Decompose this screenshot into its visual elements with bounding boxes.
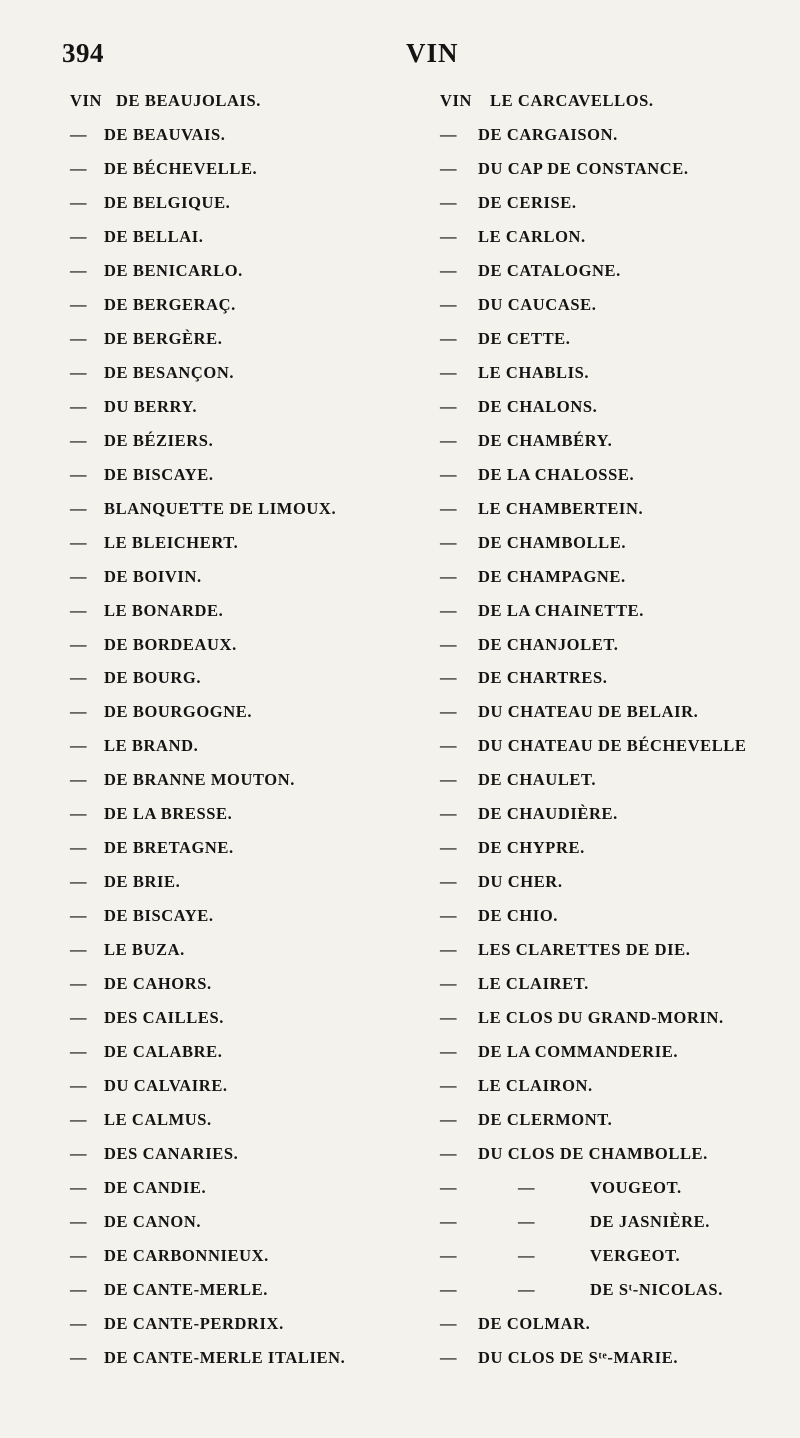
entry-text: LE BRAND. [104,736,199,756]
wine-entry [70,560,450,594]
wine-entry [70,797,450,831]
entry-headword: VIN [70,91,103,110]
ditto-dash: — [440,396,458,416]
wine-entry [70,492,450,526]
ditto-dash: — [440,804,458,824]
wine-entry [70,254,450,288]
entry-text: DU CHATEAU DE BÉCHEVELLE [478,736,747,756]
entry-text: DE BEAUJOLAIS. [116,91,262,110]
entry-text: LE BONARDE. [104,600,224,620]
entry-text: DE BOIVIN. [104,566,202,586]
ditto-dash: — [70,1211,88,1231]
entry-text: LE CARLON. [478,226,586,246]
wine-entry [70,186,450,220]
wine-entry [70,424,450,458]
entry-text: DE CHANJOLET. [478,634,619,654]
wine-entry [70,1001,450,1035]
ditto-dash: — [70,328,88,348]
entry-text: DE CALABRE. [104,1042,223,1062]
entry-text: DE CANTE-PERDRIX. [104,1313,284,1333]
entry-text: LE CARCAVELLOS. [490,91,654,110]
entry-text: DE BELLAI. [104,226,204,246]
wine-entry [70,1103,450,1137]
ditto-dash: — [440,294,458,314]
ditto-dash: — [440,430,458,450]
entry-text: DU CALVAIRE. [104,1076,228,1096]
wine-entry [440,288,790,322]
entry-text: DE CLERMONT. [478,1110,613,1130]
sub-ditto-dash: — [518,1279,536,1299]
ditto-dash: — [70,1042,88,1062]
wine-entry [440,763,790,797]
ditto-dash: — [70,1313,88,1333]
entry-text: DU CAP DE CONSTANCE. [478,158,689,178]
ditto-dash: — [440,736,458,756]
entry-text: DE CHAULET. [478,770,597,790]
ditto-dash: — [70,192,88,212]
entry-text: DE CHAUDIÈRE. [478,804,618,824]
wine-entry [70,831,450,865]
ditto-dash: — [70,498,88,518]
entry-text: DE BERGÈRE. [104,328,223,348]
wine-entry [440,356,790,390]
entry-text: LES CLARETTES DE DIE. [478,940,691,960]
entry-text: DE CHAMBÉRY. [478,430,613,450]
entry-text: DE CHYPRE. [478,838,585,858]
wine-entry [70,899,450,933]
ditto-dash: — [440,1347,458,1367]
wine-entry [440,186,790,220]
entry-text: DE LA BRESSE. [104,804,233,824]
ditto-dash: — [440,838,458,858]
wine-entry [440,899,790,933]
wine-entry [440,1341,790,1375]
ditto-dash: — [440,1076,458,1096]
wine-entry [440,220,790,254]
entry-text: DU CHER. [478,872,563,892]
wine-entry [70,1069,450,1103]
left-column [70,84,450,1375]
wine-entry [70,695,450,729]
ditto-dash: — [70,1178,88,1197]
entry-text: LE CHAMBERTEIN. [478,498,644,518]
wine-entry [440,390,790,424]
ditto-dash: — [70,906,88,926]
ditto-dash: — [70,940,88,960]
entry-text: DE CAHORS. [104,974,212,994]
entry-text: DE Sᵗ-NICOLAS. [590,1279,723,1299]
ditto-dash: — [440,940,458,960]
ditto-dash: — [440,158,458,178]
entry-text: DE JASNIÈRE. [590,1211,710,1231]
wine-entry [440,967,790,1001]
wine-entry [70,967,450,1001]
ditto-dash: — [70,600,88,620]
ditto-dash: — [70,1008,88,1028]
entry-text: DE BRIE. [104,872,181,892]
wine-entry [440,84,790,118]
ditto-dash: — [70,770,88,790]
wine-entry [70,356,450,390]
ditto-dash: — [440,464,458,484]
wine-entry [70,220,450,254]
ditto-dash: — [440,566,458,586]
entry-text: DES CAILLES. [104,1008,224,1028]
wine-entry [440,695,790,729]
ditto-dash: — [70,634,88,654]
ditto-dash: — [440,1144,458,1164]
entry-text: LE BLEICHERT. [104,532,239,552]
wine-entry [440,729,790,763]
entry-text: DE LA COMMANDERIE. [478,1042,679,1062]
entry-text: DE CHAMBOLLE. [478,532,627,552]
entry-text: DES CANARIES. [104,1144,239,1164]
entry-text: DU CLOS DE CHAMBOLLE. [478,1144,708,1164]
sub-ditto-dash: — [518,1211,536,1231]
entry-text: DE CERISE. [478,192,577,212]
ditto-dash: — [70,1347,88,1367]
entry-text: DE LA CHALOSSE. [478,464,635,484]
wine-entry [70,458,450,492]
ditto-dash: — [440,1211,458,1231]
ditto-dash: — [440,1008,458,1028]
entry-text: DE BRANNE MOUTON. [104,770,295,790]
ditto-dash: — [70,532,88,552]
entry-text: DU CHATEAU DE BELAIR. [478,702,699,722]
ditto-dash: — [440,872,458,892]
ditto-dash: — [440,702,458,722]
wine-entry [440,492,790,526]
wine-entry [70,84,450,118]
ditto-dash: — [440,226,458,246]
wine-entry [70,628,450,662]
ditto-dash: — [70,872,88,892]
ditto-dash: — [440,1110,458,1130]
entry-text: DE CHARTRES. [478,668,608,688]
entry-text: DE CARGAISON. [478,124,618,144]
ditto-dash: — [440,124,458,144]
wine-entry [70,763,450,797]
wine-entry [440,118,790,152]
entry-text: VERGEOT. [590,1245,681,1265]
ditto-dash: — [440,634,458,654]
wine-entry [440,1137,790,1171]
wine-entry [70,152,450,186]
entry-text: DE BERGERAÇ. [104,294,236,314]
ditto-dash: — [440,362,458,382]
ditto-dash: — [70,430,88,450]
entry-text: LE CHABLIS. [478,362,590,382]
ditto-dash: — [440,770,458,790]
ditto-dash: — [70,124,88,144]
ditto-dash: — [440,1178,458,1197]
ditto-dash: — [440,1042,458,1062]
entry-text: DE BESANÇON. [104,362,235,382]
entry-text: DE BÉZIERS. [104,430,214,450]
wine-entry [440,1103,790,1137]
entry-text: DE CARBONNIEUX. [104,1245,269,1265]
ditto-dash: — [440,532,458,552]
wine-entry [440,1205,790,1239]
ditto-dash: — [440,328,458,348]
entry-text: DE CHALONS. [478,396,598,416]
wine-entry [440,1001,790,1035]
ditto-dash: — [70,668,88,688]
ditto-dash: — [70,260,88,280]
ditto-dash: — [440,498,458,518]
wine-entry [440,458,790,492]
ditto-dash: — [440,668,458,688]
wine-entry [440,1239,790,1273]
ditto-dash: — [440,260,458,280]
wine-entry [440,526,790,560]
entry-text: DU CLOS DE Sᵗᵉ-MARIE. [478,1347,679,1367]
wine-entry [70,1137,450,1171]
entry-text: DE LA CHAINETTE. [478,600,644,620]
ditto-dash: — [440,906,458,926]
wine-entry [70,322,450,356]
ditto-dash: — [440,1245,458,1265]
wine-entry [70,288,450,322]
entry-text: DE CANDIE. [104,1178,207,1197]
wine-entry [440,797,790,831]
entry-text: DU BERRY. [104,396,198,416]
entry-text: DE CHIO. [478,906,558,926]
ditto-dash: — [70,736,88,756]
ditto-dash: — [70,1279,88,1299]
right-column [440,84,790,1375]
entry-text: DE BENICARLO. [104,260,243,280]
page-number: 394 [62,38,104,68]
wine-entry [440,322,790,356]
ditto-dash: — [440,974,458,994]
ditto-dash: — [440,600,458,620]
wine-entry [440,831,790,865]
entry-text: DE BELGIQUE. [104,192,231,212]
wine-entry [440,1273,790,1307]
entry-text: DE CHAMPAGNE. [478,566,626,586]
ditto-dash: — [70,1144,88,1164]
entry-text: DE CETTE. [478,328,571,348]
entry-text: LE BUZA. [104,940,185,960]
ditto-dash: — [70,1110,88,1130]
wine-entry [70,1205,450,1239]
ditto-dash: — [70,294,88,314]
wine-entry [440,933,790,967]
sub-ditto-dash: — [518,1178,536,1197]
wine-entry [440,254,790,288]
entry-text: DE BORDEAUX. [104,634,237,654]
ditto-dash: — [440,1313,458,1333]
ditto-dash: — [70,1245,88,1265]
wine-entry [440,560,790,594]
wine-entry [70,118,450,152]
wine-entry [70,1171,450,1205]
entry-text: DE BRETAGNE. [104,838,234,858]
wine-entry [70,1307,450,1341]
entry-text: DE CANON. [104,1211,202,1231]
wine-entry [440,1307,790,1341]
ditto-dash: — [70,1076,88,1096]
wine-entry [70,1239,450,1273]
wine-entry [440,1171,790,1205]
entry-headword: VIN [440,91,473,110]
wine-entry [70,1273,450,1307]
entry-text: DE CANTE-MERLE. [104,1279,268,1299]
entry-text: DU CAUCASE. [478,294,597,314]
entry-text: DE BEAUVAIS. [104,124,226,144]
wine-entry [440,865,790,899]
wine-entry [70,1035,450,1069]
running-head: VIN [406,38,459,68]
entry-text: DE BOURG. [104,668,202,688]
ditto-dash: — [70,158,88,178]
wine-entry [70,526,450,560]
wine-entry [70,933,450,967]
wine-entry [440,628,790,662]
wine-entry [70,390,450,424]
entry-text: LE CLOS DU GRAND-MORIN. [478,1008,724,1028]
ditto-dash: — [70,974,88,994]
entry-text: DE CATALOGNE. [478,260,621,280]
wine-entry [440,1069,790,1103]
wine-entry [70,865,450,899]
ditto-dash: — [70,396,88,416]
sub-ditto-dash: — [518,1245,536,1265]
entry-text: BLANQUETTE DE LIMOUX. [104,498,337,518]
ditto-dash: — [70,566,88,586]
entry-text: DE BISCAYE. [104,906,214,926]
entry-text: DE BÉCHEVELLE. [104,158,258,178]
ditto-dash: — [440,192,458,212]
entry-text: LE CALMUS. [104,1110,212,1130]
wine-entry [440,661,790,695]
entry-text: DE CANTE-MERLE ITALIEN. [104,1347,346,1367]
wine-entry [70,594,450,628]
ditto-dash: — [70,226,88,246]
wine-entry [440,152,790,186]
entry-text: DE BOURGOGNE. [104,702,253,722]
ditto-dash: — [70,464,88,484]
wine-entry [440,594,790,628]
wine-entry [70,729,450,763]
wine-entry [70,1341,450,1375]
entry-text: LE CLAIRON. [478,1076,593,1096]
wine-entry [440,1035,790,1069]
entry-text: VOUGEOT. [590,1178,682,1197]
ditto-dash: — [70,838,88,858]
wine-entry [70,661,450,695]
ditto-dash: — [440,1279,458,1299]
entry-text: DE COLMAR. [478,1313,591,1333]
wine-entry [440,424,790,458]
ditto-dash: — [70,804,88,824]
entry-text: LE CLAIRET. [478,974,589,994]
ditto-dash: — [70,362,88,382]
entry-text: DE BISCAYE. [104,464,214,484]
ditto-dash: — [70,702,88,722]
